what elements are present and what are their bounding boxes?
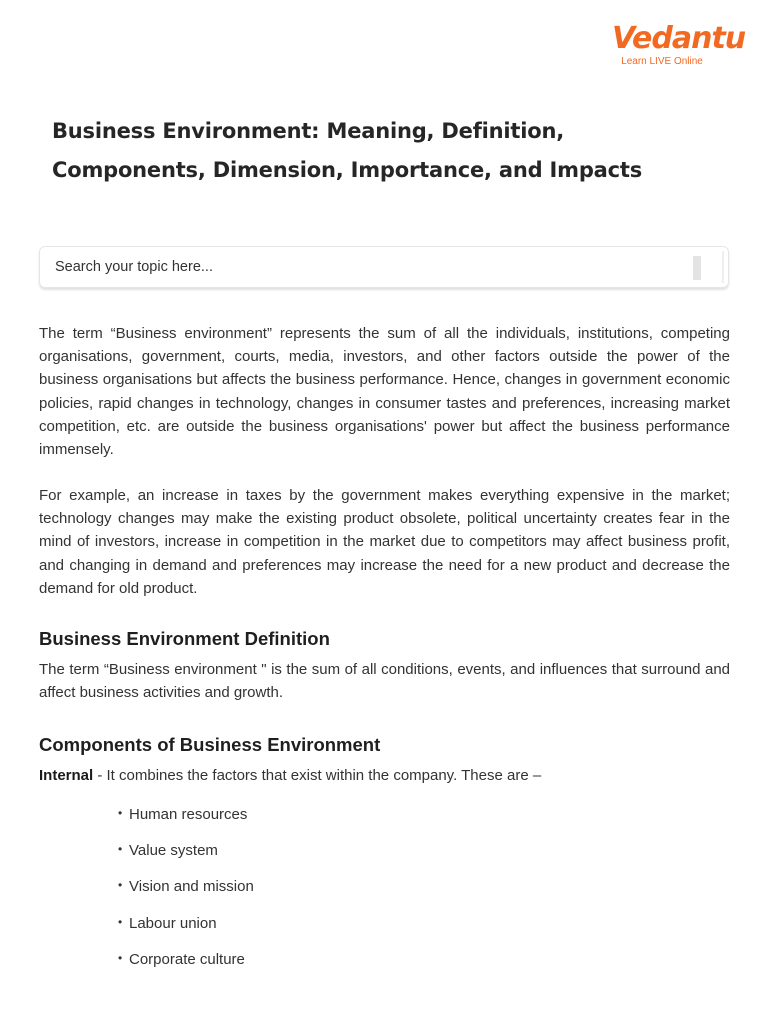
list-item [118, 874, 254, 910]
list-item-label: Corporate culture [129, 950, 245, 968]
intro-paragraph: The term “Business environment” represents the sum of all the individuals, institutions, competing organisations, government, courts, media, investors, and other factors outside the power of the business organisations but affects the business performance. Hence, changes in government economic policies, rapid changes in technology, changes in consumer tastes and preferences, increasing market competition, etc. are outside the business organisations' power but affect the business performance immensely. [39, 325, 730, 459]
bullet-icon: • [118, 950, 123, 965]
internal-label: Internal [39, 767, 94, 784]
list-item-label: Human resources [129, 806, 248, 823]
list-item [118, 838, 254, 874]
internal-description [39, 764, 730, 787]
example-paragraph: For example, an increase in taxes by the government makes everything expensive in the market; technology changes may make the existing product obsolete, political uncertainty creates fear in the mind of investors, increase in competition in the market due to competitors may affect business profit, and changing in demand and preferences may increase the need for a new product and decrease the demand for old product. [39, 487, 730, 597]
search-right-edge [722, 251, 724, 283]
vedantu-logo[interactable] [612, 21, 746, 68]
page-title: Business Environment: Meaning, Definition, Components, Dimension, Importance, and Impacts [52, 119, 643, 182]
internal-factors-list [118, 802, 254, 983]
list-item [118, 911, 254, 947]
list-item [118, 947, 254, 983]
definition-text: The term “Business environment " is the sum of all conditions, events, and influences that surround and affect business activities and growth. [39, 661, 730, 702]
search-icon[interactable] [655, 255, 685, 281]
search-button-edge[interactable] [693, 256, 701, 280]
bullet-icon: • [118, 914, 123, 929]
list-item-label: Vision and mission [129, 878, 254, 896]
search-bar[interactable] [39, 246, 729, 288]
definition-heading: Business Environment Definition [39, 628, 330, 649]
bullet-icon: • [118, 806, 123, 820]
logo-wordmark: Vedantu [612, 21, 746, 56]
internal-text: - It combines the factors that exist within the company. These are – [93, 767, 542, 784]
bullet-icon: • [118, 842, 123, 857]
list-item-label: Value system [129, 842, 218, 860]
list-item [118, 802, 254, 838]
list-item-label: Labour union [129, 914, 217, 932]
logo-tagline: Learn LIVE Online [621, 56, 703, 67]
search-input[interactable] [40, 247, 655, 287]
components-heading: Components of Business Environment [39, 734, 381, 755]
bullet-icon: • [118, 878, 123, 893]
